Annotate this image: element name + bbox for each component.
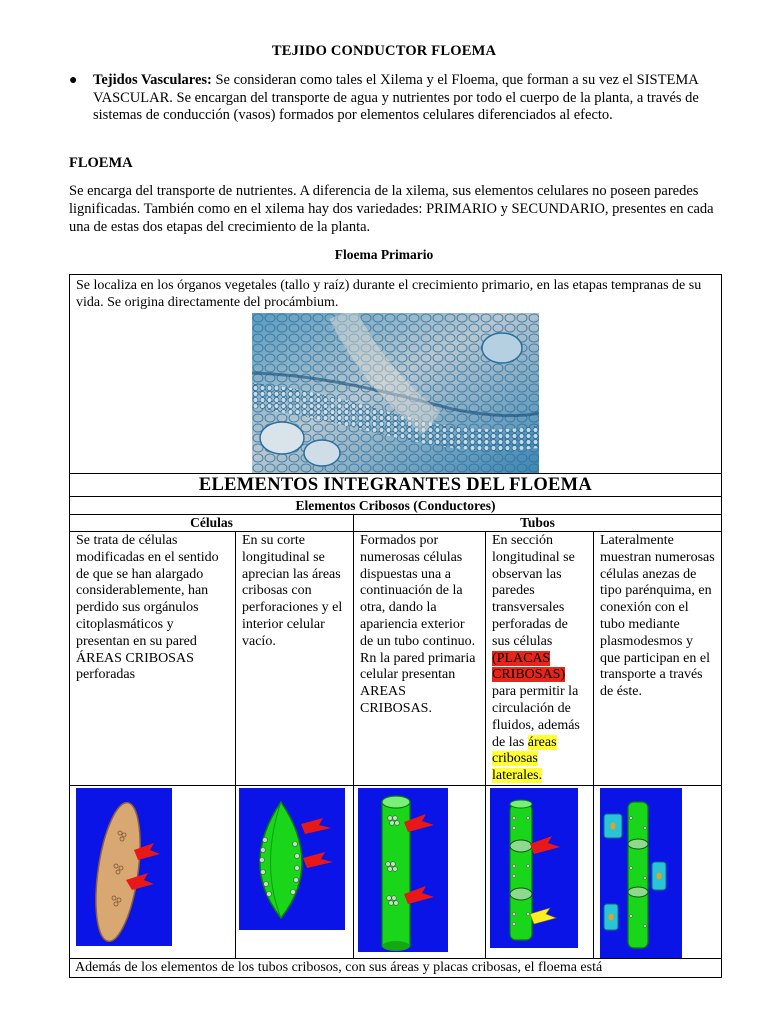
sieve-tube-diagram bbox=[358, 788, 448, 952]
phloem-micrograph-image bbox=[252, 313, 539, 473]
celulas-column-header: Células bbox=[70, 515, 354, 532]
desc-cell-2: En su corte longitudinal se aprecian las áreas cribosas con perforaciones y el interior celular vacío. bbox=[236, 532, 354, 786]
floema-heading: FLOEMA bbox=[69, 155, 133, 171]
placas-cribosas-highlight: (PLACAS CRIBOSAS) bbox=[492, 650, 566, 683]
footer-text: Además de los elementos de los tubos cribosos, con sus áreas y placas cribosas, el floema está bbox=[70, 958, 722, 977]
intro-text: Se localiza en los órganos vegetales (tallo y raíz) durante el crecimiento primario, en las etapas tempranas de su vida. Se origina directamente del procámbium. bbox=[76, 278, 702, 310]
sieve-cell-diagram bbox=[76, 788, 172, 946]
page-title: TEJIDO CONDUCTOR FLOEMA bbox=[271, 43, 497, 59]
desc-cell-1: Se trata de células modificadas en el sentido de que se han alargado considerablemente, han perdido sus orgánulos citoplasmáticos y presentan en su pared ÁREAS CRIBOSAS perforadas bbox=[70, 532, 236, 786]
floema-paragraph: Se encarga del transporte de nutrientes. A diferencia de la xilema, sus elementos celulares no poseen paredes lignificadas. También como en el xilema hay dos variedades: PRIMARIO y SECUNDARIO, presentes en cada una de estas dos etapas del crecimiento de la planta. bbox=[69, 183, 714, 235]
tubos-column-header: Tubos bbox=[354, 515, 722, 532]
desc-cell-5: Lateralmente muestran numerosas células anezas de tipo parénquima, en conexión con el tubo mediante plasmodesmos y que participan en el transporte a través de éste. bbox=[594, 532, 722, 786]
image-cell-4 bbox=[486, 785, 594, 958]
image-cell-1 bbox=[70, 785, 236, 958]
desc-cell-3: Formados por numerosas células dispuestas una a continuación de la otra, dando la apariencia exterior de un tubo continuo. Rn la pared primaria celular presentan AREAS CRIBOSAS. bbox=[354, 532, 486, 786]
bullet-icon: ● bbox=[69, 73, 78, 88]
sieve-cell-section-diagram bbox=[239, 788, 345, 930]
companion-cells-diagram bbox=[600, 788, 682, 958]
floema-primario-heading: Floema Primario bbox=[334, 247, 434, 262]
image-cell-3 bbox=[354, 785, 486, 958]
image-cell-5 bbox=[594, 785, 722, 958]
elements-main-header: ELEMENTOS INTEGRANTES DEL FLOEMA bbox=[70, 474, 722, 497]
image-cell-2 bbox=[236, 785, 354, 958]
sieve-plates-diagram bbox=[490, 788, 578, 948]
vascular-text: Se consideran como tales el Xilema y el Floema, que forman a su vez el SISTEMA VASCULAR. Se encargan del transporte de agua y nutrientes por todo el cuerpo de la planta, a través de sistemas de conducción (vasos) formados por elementos celulares diferenciados al efecto. bbox=[93, 72, 699, 123]
intro-cell bbox=[70, 275, 722, 474]
cribosos-subheader: Elementos Cribosos (Conductores) bbox=[70, 497, 722, 515]
desc-cell-4: En sección longitudinal se observan las paredes transversales perforadas de sus células (PLACAS CRIBOSAS) para permitir la circulación de fluidos, además de las áreas cribosas laterales. bbox=[486, 532, 594, 786]
floema-table bbox=[69, 274, 722, 978]
areas-laterales-highlight: áreas cribosas laterales. bbox=[492, 734, 557, 784]
vascular-term: Tejidos Vasculares: bbox=[93, 72, 212, 88]
vascular-bullet bbox=[69, 72, 724, 125]
